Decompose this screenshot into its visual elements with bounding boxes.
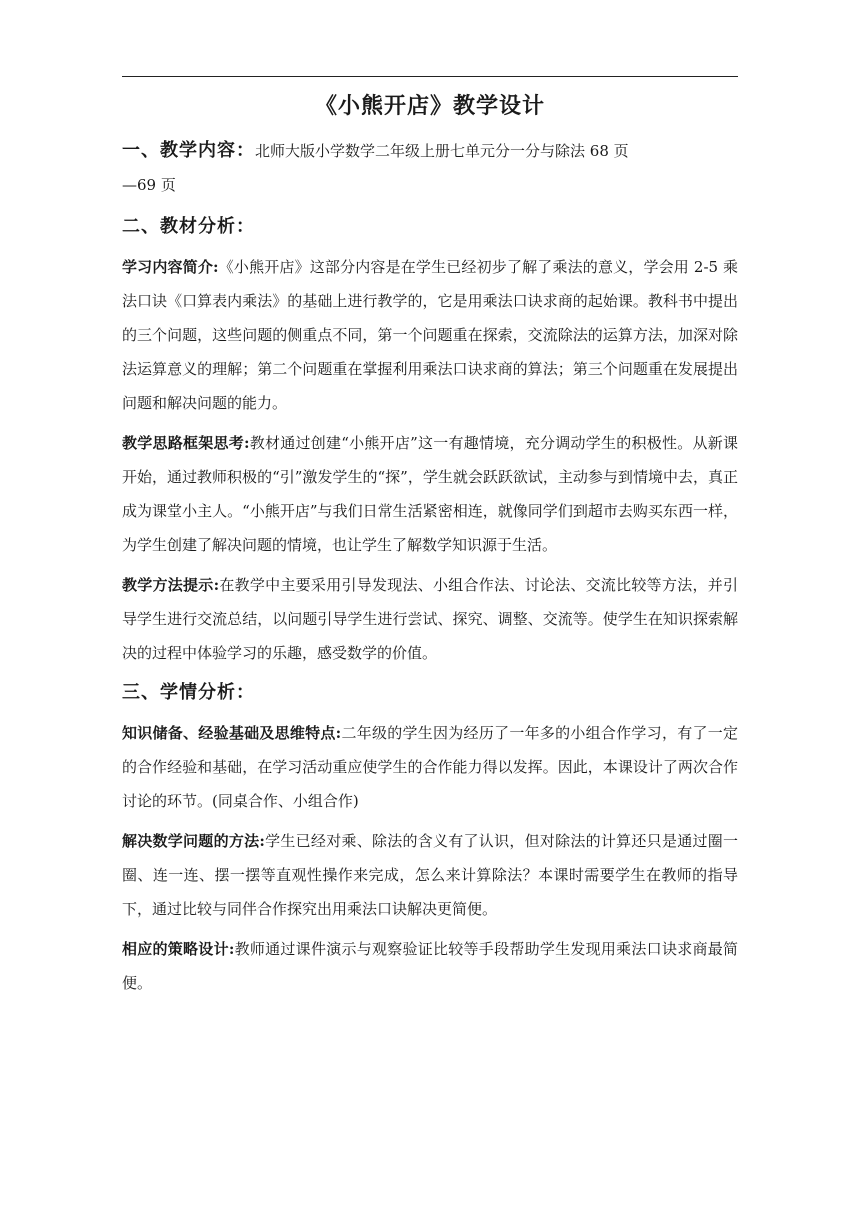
paragraph-knowledge-reserve — [122, 716, 738, 818]
paragraph-text: 学生已经对乘、除法的含义有了认识，但对除法的计算还只是通过圈一圈、连一连、摆一摆等直观性操作来完成，怎么来计算除法？本课时需要学生在教师的指导下，通过比较与同伴合作探究出用乘法口诀解决更简便。 — [122, 832, 738, 918]
paragraph-text: 二年级的学生因为经历了一年多的小组合作学习，有了一定的合作经验和基础，在学习活动重应使学生的合作能力得以发挥。因此，本课设计了两次合作讨论的环节。(同桌合作、小组合作) — [122, 724, 738, 810]
header-rule — [122, 76, 738, 77]
section-heading-continued: —69 页 — [122, 176, 176, 194]
paragraph-lead: 解决数学问题的方法: — [122, 832, 265, 850]
paragraph-teaching-method — [122, 568, 738, 670]
document-title: 《小熊开店》教学设计 — [314, 93, 545, 119]
section-learner-analysis: 三、学情分析： — [122, 682, 255, 703]
paragraph-problem-solving — [122, 824, 738, 926]
paragraph-lead: 学习内容简介: — [122, 258, 219, 276]
paragraph-text: 教师通过课件演示与观察验证比较等手段帮助学生发现用乘法口诀求商最简便。 — [122, 940, 738, 992]
paragraph-strategy-design — [122, 932, 738, 1000]
paragraph-lead: 相应的策略设计: — [122, 940, 235, 958]
paragraph-text: 《小熊开店》这部分内容是在学生已经初步了解了乘法的意义，学会用 2-5 乘法口诀《口算表内乘法》的基础上进行教学的，它是用乘法口诀求商的起始课。教科书中提出的三个问题，这些问题的侧重点不同，第一个问题重在探索，交流除法的运算方法，加深对除法运算意义的理解；第二个问题重在掌握利用乘法口诀求商的算法；第三个问题重在发展提出问题和解决问题的能力。 — [122, 258, 738, 412]
section-heading-label: 一、教学内容： — [122, 140, 255, 161]
paragraph-lead: 知识储备、经验基础及思维特点: — [122, 724, 342, 742]
paragraph-text: 在教学中主要采用引导发现法、小组合作法、讨论法、交流比较等方法，并引导学生进行交流总结，以问题引导学生进行尝试、探究、调整、交流等。使学生在知识探索解决的过程中体验学习的乐趣，感受数学的价值。 — [122, 576, 738, 662]
paragraph-lead: 教学思路框架思考: — [122, 434, 250, 452]
paragraph-lead: 教学方法提示: — [122, 576, 220, 594]
paragraph-content-intro — [122, 250, 738, 420]
document-body — [122, 86, 738, 1006]
paragraph-text: 教材通过创建“小熊开店”这一有趣情境，充分调动学生的积极性。从新课开始，通过教师积极的“引”激发学生的“探”，学生就会跃跃欲试，主动参与到情境中去，真正成为课堂小主人。“小熊开店”与我们日常生活紧密相连，就像同学们到超市去购买东西一样，为学生创建了解决问题的情境，也让学生了解数学知识源于生活。 — [122, 434, 738, 554]
section-teaching-content — [122, 134, 738, 168]
section-heading-text: 北师大版小学数学二年级上册七单元分一分与除法 68 页 — [255, 142, 629, 160]
section-material-analysis: 二、教材分析： — [122, 216, 255, 237]
paragraph-teaching-framework — [122, 426, 738, 562]
